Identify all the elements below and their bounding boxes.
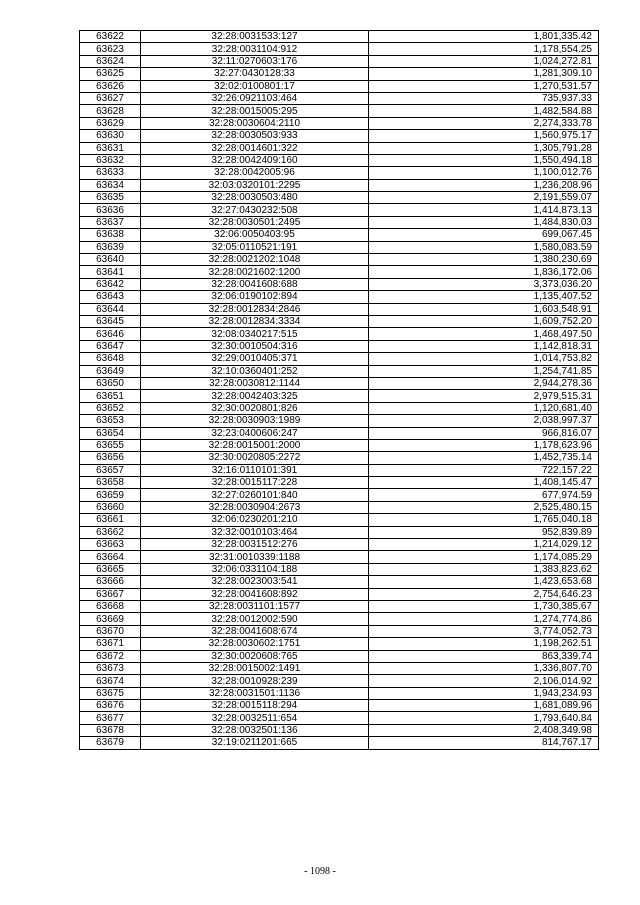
- cadastral-number-cell: 32:30:0010504:316: [141, 340, 369, 352]
- table-row: [80, 192, 599, 204]
- row-number-cell: 63636: [80, 204, 141, 216]
- table-row: [80, 477, 599, 489]
- table-row: [80, 154, 599, 166]
- table-row: [80, 724, 599, 736]
- row-number-cell: 63673: [80, 662, 141, 674]
- row-number-cell: 63648: [80, 353, 141, 365]
- cadastral-number-cell: 32:16:0110101:391: [141, 464, 369, 476]
- cadastral-number-cell: 32:28:0031533:127: [141, 31, 369, 43]
- row-number-cell: 63650: [80, 377, 141, 389]
- table-row: [80, 43, 599, 55]
- table-row: [80, 539, 599, 551]
- cadastral-value-cell: 1,580,083.59: [369, 241, 599, 253]
- cadastral-number-cell: 32:10:0360401:252: [141, 365, 369, 377]
- cadastral-number-cell: 32:06:0331104:188: [141, 563, 369, 575]
- cadastral-value-cell: 1,100,012.76: [369, 167, 599, 179]
- row-number-cell: 63662: [80, 526, 141, 538]
- cadastral-value-cell: 1,765,040.18: [369, 514, 599, 526]
- row-number-cell: 63638: [80, 229, 141, 241]
- cadastral-number-cell: 32:06:0050403:95: [141, 229, 369, 241]
- row-number-cell: 63634: [80, 179, 141, 191]
- cadastral-number-cell: 32:28:0012834:3334: [141, 315, 369, 327]
- cadastral-value-cell: 1,836,172.06: [369, 266, 599, 278]
- cadastral-value-table: [79, 30, 599, 750]
- cadastral-value-cell: 1,943,234.93: [369, 687, 599, 699]
- table-row: [80, 241, 599, 253]
- row-number-cell: 63623: [80, 43, 141, 55]
- table-row: [80, 68, 599, 80]
- row-number-cell: 63630: [80, 130, 141, 142]
- cadastral-value-cell: 677,974.59: [369, 489, 599, 501]
- cadastral-value-cell: 1,274,774.86: [369, 613, 599, 625]
- row-number-cell: 63672: [80, 650, 141, 662]
- table-row: [80, 105, 599, 117]
- table-row: [80, 737, 599, 749]
- table-row: [80, 452, 599, 464]
- cadastral-value-cell: 1,014,753.82: [369, 353, 599, 365]
- cadastral-value-cell: 1,603,548.91: [369, 303, 599, 315]
- cadastral-value-cell: 1,024,272.81: [369, 55, 599, 67]
- table-row: [80, 340, 599, 352]
- table-row: [80, 464, 599, 476]
- row-number-cell: 63660: [80, 501, 141, 513]
- row-number-cell: 63666: [80, 576, 141, 588]
- cadastral-number-cell: 32:28:0031104:912: [141, 43, 369, 55]
- row-number-cell: 63679: [80, 737, 141, 749]
- table-row: [80, 390, 599, 402]
- table-row: [80, 266, 599, 278]
- cadastral-number-cell: 32:26:0921103:464: [141, 92, 369, 104]
- row-number-cell: 63625: [80, 68, 141, 80]
- table-row: [80, 687, 599, 699]
- cadastral-number-cell: 32:28:0030904:2673: [141, 501, 369, 513]
- cadastral-value-cell: 722,157.22: [369, 464, 599, 476]
- cadastral-number-cell: 32:28:0042409:160: [141, 154, 369, 166]
- cadastral-number-cell: 32:27:0430232:508: [141, 204, 369, 216]
- cadastral-value-cell: 1,198,262.51: [369, 638, 599, 650]
- table-row: [80, 514, 599, 526]
- cadastral-value-cell: 1,423,653.68: [369, 576, 599, 588]
- cadastral-number-cell: 32:30:0020608:765: [141, 650, 369, 662]
- cadastral-value-cell: 2,274,333.78: [369, 117, 599, 129]
- row-number-cell: 63644: [80, 303, 141, 315]
- cadastral-number-cell: 32:28:0015002:1491: [141, 662, 369, 674]
- cadastral-number-cell: 32:28:0031512:276: [141, 539, 369, 551]
- cadastral-number-cell: 32:28:0030503:480: [141, 192, 369, 204]
- cadastral-value-cell: 1,178,623.96: [369, 439, 599, 451]
- row-number-cell: 63637: [80, 216, 141, 228]
- cadastral-value-cell: 1,281,309.10: [369, 68, 599, 80]
- cadastral-number-cell: 32:19:0211201:665: [141, 737, 369, 749]
- cadastral-value-cell: 1,174,085.29: [369, 551, 599, 563]
- cadastral-number-cell: 32:28:0030503:933: [141, 130, 369, 142]
- cadastral-number-cell: 32:30:0020805:2272: [141, 452, 369, 464]
- row-number-cell: 63657: [80, 464, 141, 476]
- row-number-cell: 63641: [80, 266, 141, 278]
- cadastral-number-cell: 32:32:0010103:464: [141, 526, 369, 538]
- table-row: [80, 650, 599, 662]
- row-number-cell: 63677: [80, 712, 141, 724]
- cadastral-number-cell: 32:28:0042005:96: [141, 167, 369, 179]
- table-row: [80, 489, 599, 501]
- cadastral-number-cell: 32:31:0010339:1188: [141, 551, 369, 563]
- cadastral-value-cell: 1,801,335.42: [369, 31, 599, 43]
- row-number-cell: 63674: [80, 675, 141, 687]
- cadastral-value-cell: 2,191,559.07: [369, 192, 599, 204]
- row-number-cell: 63639: [80, 241, 141, 253]
- row-number-cell: 63669: [80, 613, 141, 625]
- cadastral-value-cell: 1,254,741.85: [369, 365, 599, 377]
- cadastral-number-cell: 32:11:0270603:176: [141, 55, 369, 67]
- table-row: [80, 675, 599, 687]
- row-number-cell: 63628: [80, 105, 141, 117]
- cadastral-number-cell: 32:06:0230201:210: [141, 514, 369, 526]
- row-number-cell: 63642: [80, 278, 141, 290]
- row-number-cell: 63627: [80, 92, 141, 104]
- row-number-cell: 63664: [80, 551, 141, 563]
- cadastral-value-cell: 1,135,407.52: [369, 291, 599, 303]
- table-row: [80, 501, 599, 513]
- cadastral-number-cell: 32:28:0032511:654: [141, 712, 369, 724]
- row-number-cell: 63643: [80, 291, 141, 303]
- table-row: [80, 613, 599, 625]
- table-row: [80, 315, 599, 327]
- row-number-cell: 63651: [80, 390, 141, 402]
- cadastral-value-cell: 1,336,807.70: [369, 662, 599, 674]
- table-row: [80, 563, 599, 575]
- table-row: [80, 576, 599, 588]
- cadastral-value-cell: 966,816.07: [369, 427, 599, 439]
- cadastral-number-cell: 32:28:0031101:1577: [141, 600, 369, 612]
- cadastral-value-cell: 1,383,823.62: [369, 563, 599, 575]
- cadastral-number-cell: 32:28:0023003:541: [141, 576, 369, 588]
- row-number-cell: 63645: [80, 315, 141, 327]
- table-row: [80, 353, 599, 365]
- row-number-cell: 63647: [80, 340, 141, 352]
- table-row: [80, 179, 599, 191]
- table-row: [80, 402, 599, 414]
- cadastral-value-cell: 1,142,818.31: [369, 340, 599, 352]
- cadastral-number-cell: 32:28:0030501:2495: [141, 216, 369, 228]
- table-body: [80, 31, 599, 750]
- cadastral-value-cell: 1,468,497.50: [369, 328, 599, 340]
- row-number-cell: 63631: [80, 142, 141, 154]
- cadastral-number-cell: 32:27:0430128:33: [141, 68, 369, 80]
- cadastral-value-cell: 1,120,681.40: [369, 402, 599, 414]
- cadastral-number-cell: 32:02:0100801:17: [141, 80, 369, 92]
- row-number-cell: 63649: [80, 365, 141, 377]
- row-number-cell: 63622: [80, 31, 141, 43]
- table-row: [80, 415, 599, 427]
- row-number-cell: 63626: [80, 80, 141, 92]
- cadastral-value-cell: 3,373,036.20: [369, 278, 599, 290]
- cadastral-value-cell: 1,236,208.96: [369, 179, 599, 191]
- row-number-cell: 63654: [80, 427, 141, 439]
- row-number-cell: 63633: [80, 167, 141, 179]
- cadastral-value-cell: 1,550,494.18: [369, 154, 599, 166]
- cadastral-value-cell: 1,414,873.13: [369, 204, 599, 216]
- table-row: [80, 638, 599, 650]
- table-row: [80, 588, 599, 600]
- table-row: [80, 130, 599, 142]
- cadastral-value-cell: 1,408,145.47: [369, 477, 599, 489]
- cadastral-number-cell: 32:28:0015005:295: [141, 105, 369, 117]
- cadastral-number-cell: 32:05:0110521:191: [141, 241, 369, 253]
- table-row: [80, 204, 599, 216]
- table-row: [80, 167, 599, 179]
- row-number-cell: 63653: [80, 415, 141, 427]
- page-number: - 1098 -: [304, 866, 336, 877]
- table-row: [80, 526, 599, 538]
- cadastral-number-cell: 32:28:0021202:1048: [141, 254, 369, 266]
- table-row: [80, 365, 599, 377]
- cadastral-value-cell: 1,270,531.57: [369, 80, 599, 92]
- cadastral-number-cell: 32:28:0015118:294: [141, 700, 369, 712]
- cadastral-value-cell: 1,452,735.14: [369, 452, 599, 464]
- table-row: [80, 278, 599, 290]
- row-number-cell: 63676: [80, 700, 141, 712]
- table-row: [80, 600, 599, 612]
- table-row: [80, 439, 599, 451]
- table-row: [80, 377, 599, 389]
- cadastral-number-cell: 32:08:0340217:515: [141, 328, 369, 340]
- cadastral-value-cell: 3,774,052.73: [369, 625, 599, 637]
- row-number-cell: 63652: [80, 402, 141, 414]
- cadastral-value-cell: 1,730,385.67: [369, 600, 599, 612]
- row-number-cell: 63656: [80, 452, 141, 464]
- row-number-cell: 63675: [80, 687, 141, 699]
- table-row: [80, 31, 599, 43]
- cadastral-value-cell: 814,767.17: [369, 737, 599, 749]
- row-number-cell: 63655: [80, 439, 141, 451]
- cadastral-number-cell: 32:28:0041608:674: [141, 625, 369, 637]
- cadastral-value-cell: 2,944,278.36: [369, 377, 599, 389]
- cadastral-number-cell: 32:03:0320101:2295: [141, 179, 369, 191]
- row-number-cell: 63646: [80, 328, 141, 340]
- cadastral-number-cell: 32:28:0032501:136: [141, 724, 369, 736]
- cadastral-value-cell: 1,793,640.84: [369, 712, 599, 724]
- cadastral-number-cell: 32:28:0021602:1200: [141, 266, 369, 278]
- table-row: [80, 427, 599, 439]
- table-row: [80, 328, 599, 340]
- cadastral-number-cell: 32:28:0041608:688: [141, 278, 369, 290]
- cadastral-number-cell: 32:28:0042403:325: [141, 390, 369, 402]
- cadastral-value-cell: 1,482,584.88: [369, 105, 599, 117]
- cadastral-value-cell: 2,979,515.31: [369, 390, 599, 402]
- cadastral-value-cell: 952,839.89: [369, 526, 599, 538]
- table-row: [80, 216, 599, 228]
- row-number-cell: 63624: [80, 55, 141, 67]
- cadastral-number-cell: 32:28:0030604:2110: [141, 117, 369, 129]
- cadastral-number-cell: 32:28:0015117:228: [141, 477, 369, 489]
- cadastral-value-cell: 1,484,830.03: [369, 216, 599, 228]
- row-number-cell: 63635: [80, 192, 141, 204]
- cadastral-number-cell: 32:28:0014601:322: [141, 142, 369, 154]
- table-row: [80, 291, 599, 303]
- row-number-cell: 63665: [80, 563, 141, 575]
- cadastral-number-cell: 32:28:0031501:1136: [141, 687, 369, 699]
- cadastral-number-cell: 32:28:0041608:892: [141, 588, 369, 600]
- cadastral-value-cell: 1,305,791.28: [369, 142, 599, 154]
- cadastral-number-cell: 32:06:0190102:894: [141, 291, 369, 303]
- cadastral-value-cell: 1,178,554.25: [369, 43, 599, 55]
- cadastral-value-cell: 735,937.33: [369, 92, 599, 104]
- cadastral-value-cell: 2,038,997.37: [369, 415, 599, 427]
- cadastral-value-cell: 2,408,349.98: [369, 724, 599, 736]
- table-row: [80, 92, 599, 104]
- table-row: [80, 117, 599, 129]
- row-number-cell: 63671: [80, 638, 141, 650]
- cadastral-number-cell: 32:30:0020801:826: [141, 402, 369, 414]
- cadastral-number-cell: 32:28:0030812:1144: [141, 377, 369, 389]
- cadastral-value-cell: 2,754,646.23: [369, 588, 599, 600]
- table-row: [80, 55, 599, 67]
- cadastral-number-cell: 32:29:0010405:371: [141, 353, 369, 365]
- cadastral-number-cell: 32:27:0260101:840: [141, 489, 369, 501]
- cadastral-number-cell: 32:28:0030903:1989: [141, 415, 369, 427]
- table-row: [80, 254, 599, 266]
- row-number-cell: 63629: [80, 117, 141, 129]
- cadastral-number-cell: 32:28:0012002:590: [141, 613, 369, 625]
- table-row: [80, 625, 599, 637]
- table-row: [80, 229, 599, 241]
- cadastral-value-cell: 863,339.74: [369, 650, 599, 662]
- row-number-cell: 63663: [80, 539, 141, 551]
- row-number-cell: 63667: [80, 588, 141, 600]
- cadastral-value-cell: 1,560,975.17: [369, 130, 599, 142]
- row-number-cell: 63632: [80, 154, 141, 166]
- row-number-cell: 63658: [80, 477, 141, 489]
- table-row: [80, 662, 599, 674]
- cadastral-number-cell: 32:23:0400606:247: [141, 427, 369, 439]
- table-row: [80, 80, 599, 92]
- table-row: [80, 712, 599, 724]
- table-row: [80, 303, 599, 315]
- table-row: [80, 551, 599, 563]
- cadastral-number-cell: 32:28:0030602:1751: [141, 638, 369, 650]
- cadastral-value-cell: 2,106,014.92: [369, 675, 599, 687]
- row-number-cell: 63640: [80, 254, 141, 266]
- row-number-cell: 63659: [80, 489, 141, 501]
- cadastral-number-cell: 32:28:0015001:2000: [141, 439, 369, 451]
- cadastral-value-cell: 1,609,752.20: [369, 315, 599, 327]
- cadastral-number-cell: 32:28:0012834:2846: [141, 303, 369, 315]
- row-number-cell: 63678: [80, 724, 141, 736]
- cadastral-value-cell: 1,380,230.69: [369, 254, 599, 266]
- cadastral-value-cell: 2,525,480.15: [369, 501, 599, 513]
- cadastral-value-cell: 1,681,089.96: [369, 700, 599, 712]
- table-row: [80, 700, 599, 712]
- cadastral-number-cell: 32:28:0010928:239: [141, 675, 369, 687]
- row-number-cell: 63670: [80, 625, 141, 637]
- table-row: [80, 142, 599, 154]
- cadastral-value-cell: 699,067.45: [369, 229, 599, 241]
- row-number-cell: 63661: [80, 514, 141, 526]
- row-number-cell: 63668: [80, 600, 141, 612]
- cadastral-value-cell: 1,214,029.12: [369, 539, 599, 551]
